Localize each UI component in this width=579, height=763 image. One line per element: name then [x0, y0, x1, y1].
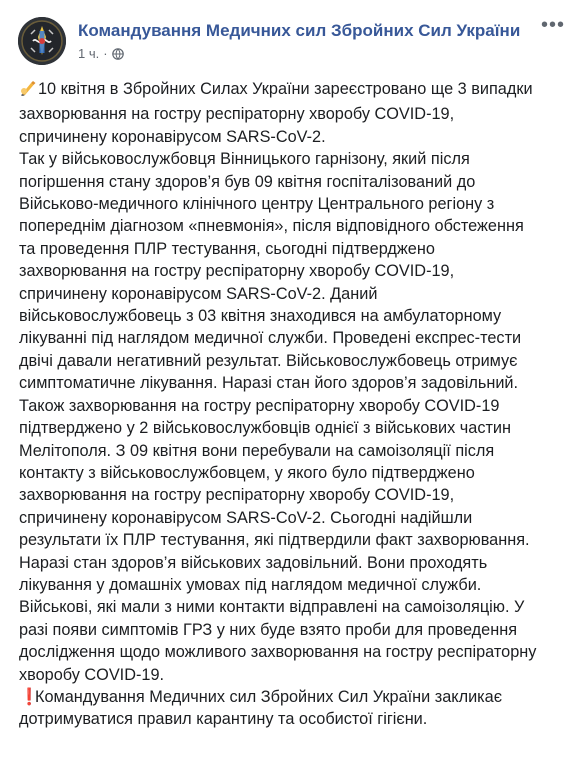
post-line: лікуванні під наглядом медичної служби. Проведені експрес-тести [19, 329, 522, 348]
post-meta [78, 46, 124, 63]
writing-hand-icon [19, 79, 37, 103]
post-line: та проведення ПЛР тестування, сьогодні підтверджено [19, 239, 435, 258]
post-line: захворювання на гостру респіраторну хворобу COVID-19, [19, 486, 455, 505]
post-line: результати їх ПЛР тестування, які підтвердили факт захворювання. [19, 531, 530, 550]
timestamp-link[interactable]: 1 ч. [78, 46, 100, 61]
post-line: Військові, які мали з ними контакти відправлені на самоізоляцію. У [19, 598, 525, 617]
post-line: Мелітополя. З 09 квітня вони перебували на самоізоляції після [19, 441, 495, 460]
post-line: військовослужбовець з 03 квітня знаходився на амбулаторному [19, 307, 502, 326]
page-name-link[interactable]: Командування Медичних сил Збройних Сил України [78, 21, 521, 40]
post-line: Наразі стан здоров’я військових задовільний. Вони проходять [19, 553, 488, 572]
post-line: Також захворювання на гостру респіраторну хворобу COVID-19 [19, 396, 500, 415]
post-line: разі появи симптомів ГРЗ у них буде взято проби для проведення [19, 620, 518, 639]
more-options-button[interactable]: ••• [540, 14, 565, 36]
post-line: дослідження щодо можливого захворювання на гостру респіраторну [19, 643, 537, 662]
post-line: попереднім діагнозом «пневмонія», після відповідного обстеження [19, 217, 524, 236]
post-line: лікування у домашніх умовах під наглядом медичної служби. [19, 575, 482, 594]
post-message [19, 78, 569, 731]
globe-icon[interactable] [112, 48, 124, 63]
post-line: контакту з військовослужбовцем, у якого було підтверджено [19, 463, 475, 482]
medical-forces-emblem-icon [18, 17, 66, 65]
post-line: двічі давали негативний результат. Військовослужбовець отримує [19, 351, 518, 370]
post-line: 10 квітня в Збройних Силах України зареєстровано ще 3 випадки [19, 78, 569, 103]
post-line: захворювання на гостру респіраторну хворобу COVID-19, [19, 262, 455, 281]
post-line: ❗Командування Медичних сил Збройних Сил України закликає [19, 686, 569, 708]
post-header [0, 0, 579, 74]
post-line: погіршення стану здоров’я був 09 квітня госпіталізований до [19, 172, 476, 191]
post-line: спричинену коронавірусом SARS-CoV-2. Даний [19, 284, 378, 303]
post-line: підтверджено у 2 військовослужбовців однієї з військових частин [19, 419, 512, 438]
meta-separator: · [103, 46, 108, 61]
post-line: спричинену коронавірусом SARS-CoV-2. [19, 127, 326, 146]
post-line: захворювання на гостру респіраторну хворобу COVID-19, [19, 105, 455, 124]
page-avatar[interactable] [18, 17, 66, 65]
post-line: Військово-медичного клінічного центру Центрального регіону з [19, 195, 495, 214]
post-line: хворобу COVID-19. [19, 665, 165, 684]
post-line: спричинену коронавірусом SARS-CoV-2. Сьогодні надійшли [19, 508, 473, 527]
post-line: Так у військовослужбовця Вінницького гарнізону, який після [19, 150, 470, 169]
red-exclamation-icon: ❗ [19, 687, 40, 706]
post-line: дотримуватися правил карантину та особистої гігієни. [19, 710, 428, 729]
post-line: симптоматичне лікування. Наразі стан його здоров’я задовільний. [19, 374, 519, 393]
